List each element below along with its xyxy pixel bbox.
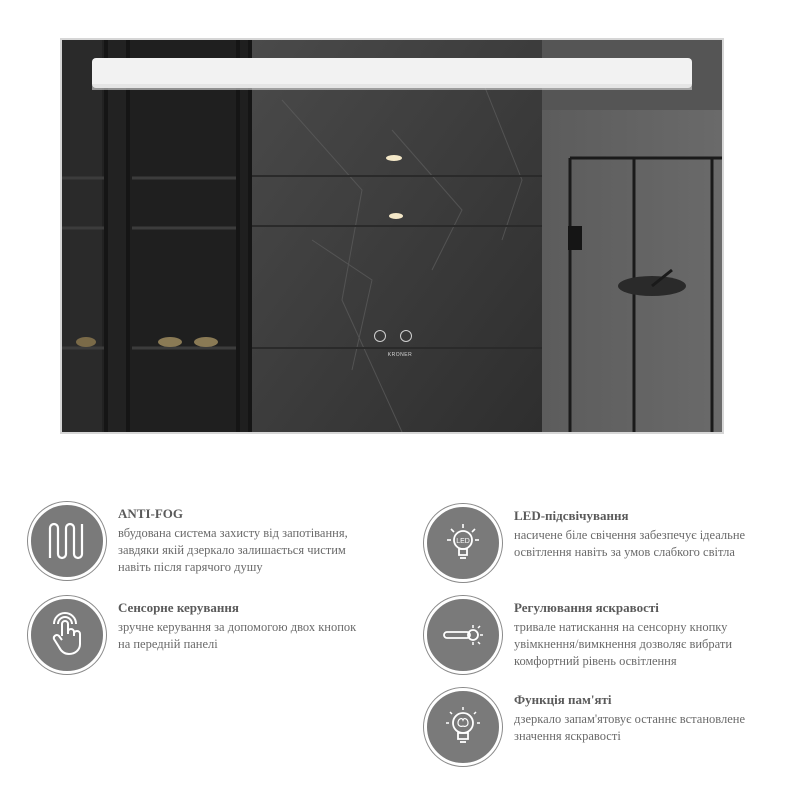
feature-description: тривале натискання на сенсорну кнопку увімкнення/вимкнення дозволяє вибрати комфортний рівень освітлення xyxy=(514,620,733,668)
feature-title: Регулювання яскравості xyxy=(514,600,659,615)
feature-touch-control xyxy=(28,596,393,674)
anti-fog-touch-icon xyxy=(400,330,412,342)
led-bulb-icon xyxy=(424,504,502,582)
touch-hand-icon xyxy=(28,596,106,674)
feature-anti-fog xyxy=(28,502,393,580)
mirror-image xyxy=(60,38,724,434)
feature-description: насичене біле свічення забезпечує ідеальне освітлення навіть за умов слабкого світла xyxy=(514,528,746,559)
feature-title: Сенсорне керування xyxy=(118,600,239,615)
feature-description: вбудована система захисту від запотівання, завдяки якій дзеркало залишається чистим навіть після гарячого душу xyxy=(118,526,348,574)
feature-brightness-control xyxy=(424,596,789,674)
feature-title: Функція пам'яті xyxy=(514,692,612,707)
svg-text:LED: LED xyxy=(456,538,470,545)
brand-logo: KRONER xyxy=(387,352,413,358)
bathroom-reflection xyxy=(62,40,722,432)
anti-fog-icon xyxy=(28,502,106,580)
feature-title: ANTI-FOG xyxy=(118,506,183,521)
feature-description: зручне керування за допомогою двох кнопок на передній панелі xyxy=(118,620,357,651)
memory-bulb-icon xyxy=(424,688,502,766)
feature-description: дзеркало запам'ятовує останнє встановлене значення яскравості xyxy=(514,712,746,743)
feature-memory xyxy=(424,688,789,766)
brightness-touch-icon xyxy=(374,330,386,342)
feature-led-lighting xyxy=(424,504,789,582)
feature-title: LED-підсвічування xyxy=(514,508,629,523)
brightness-slider-icon xyxy=(424,596,502,674)
